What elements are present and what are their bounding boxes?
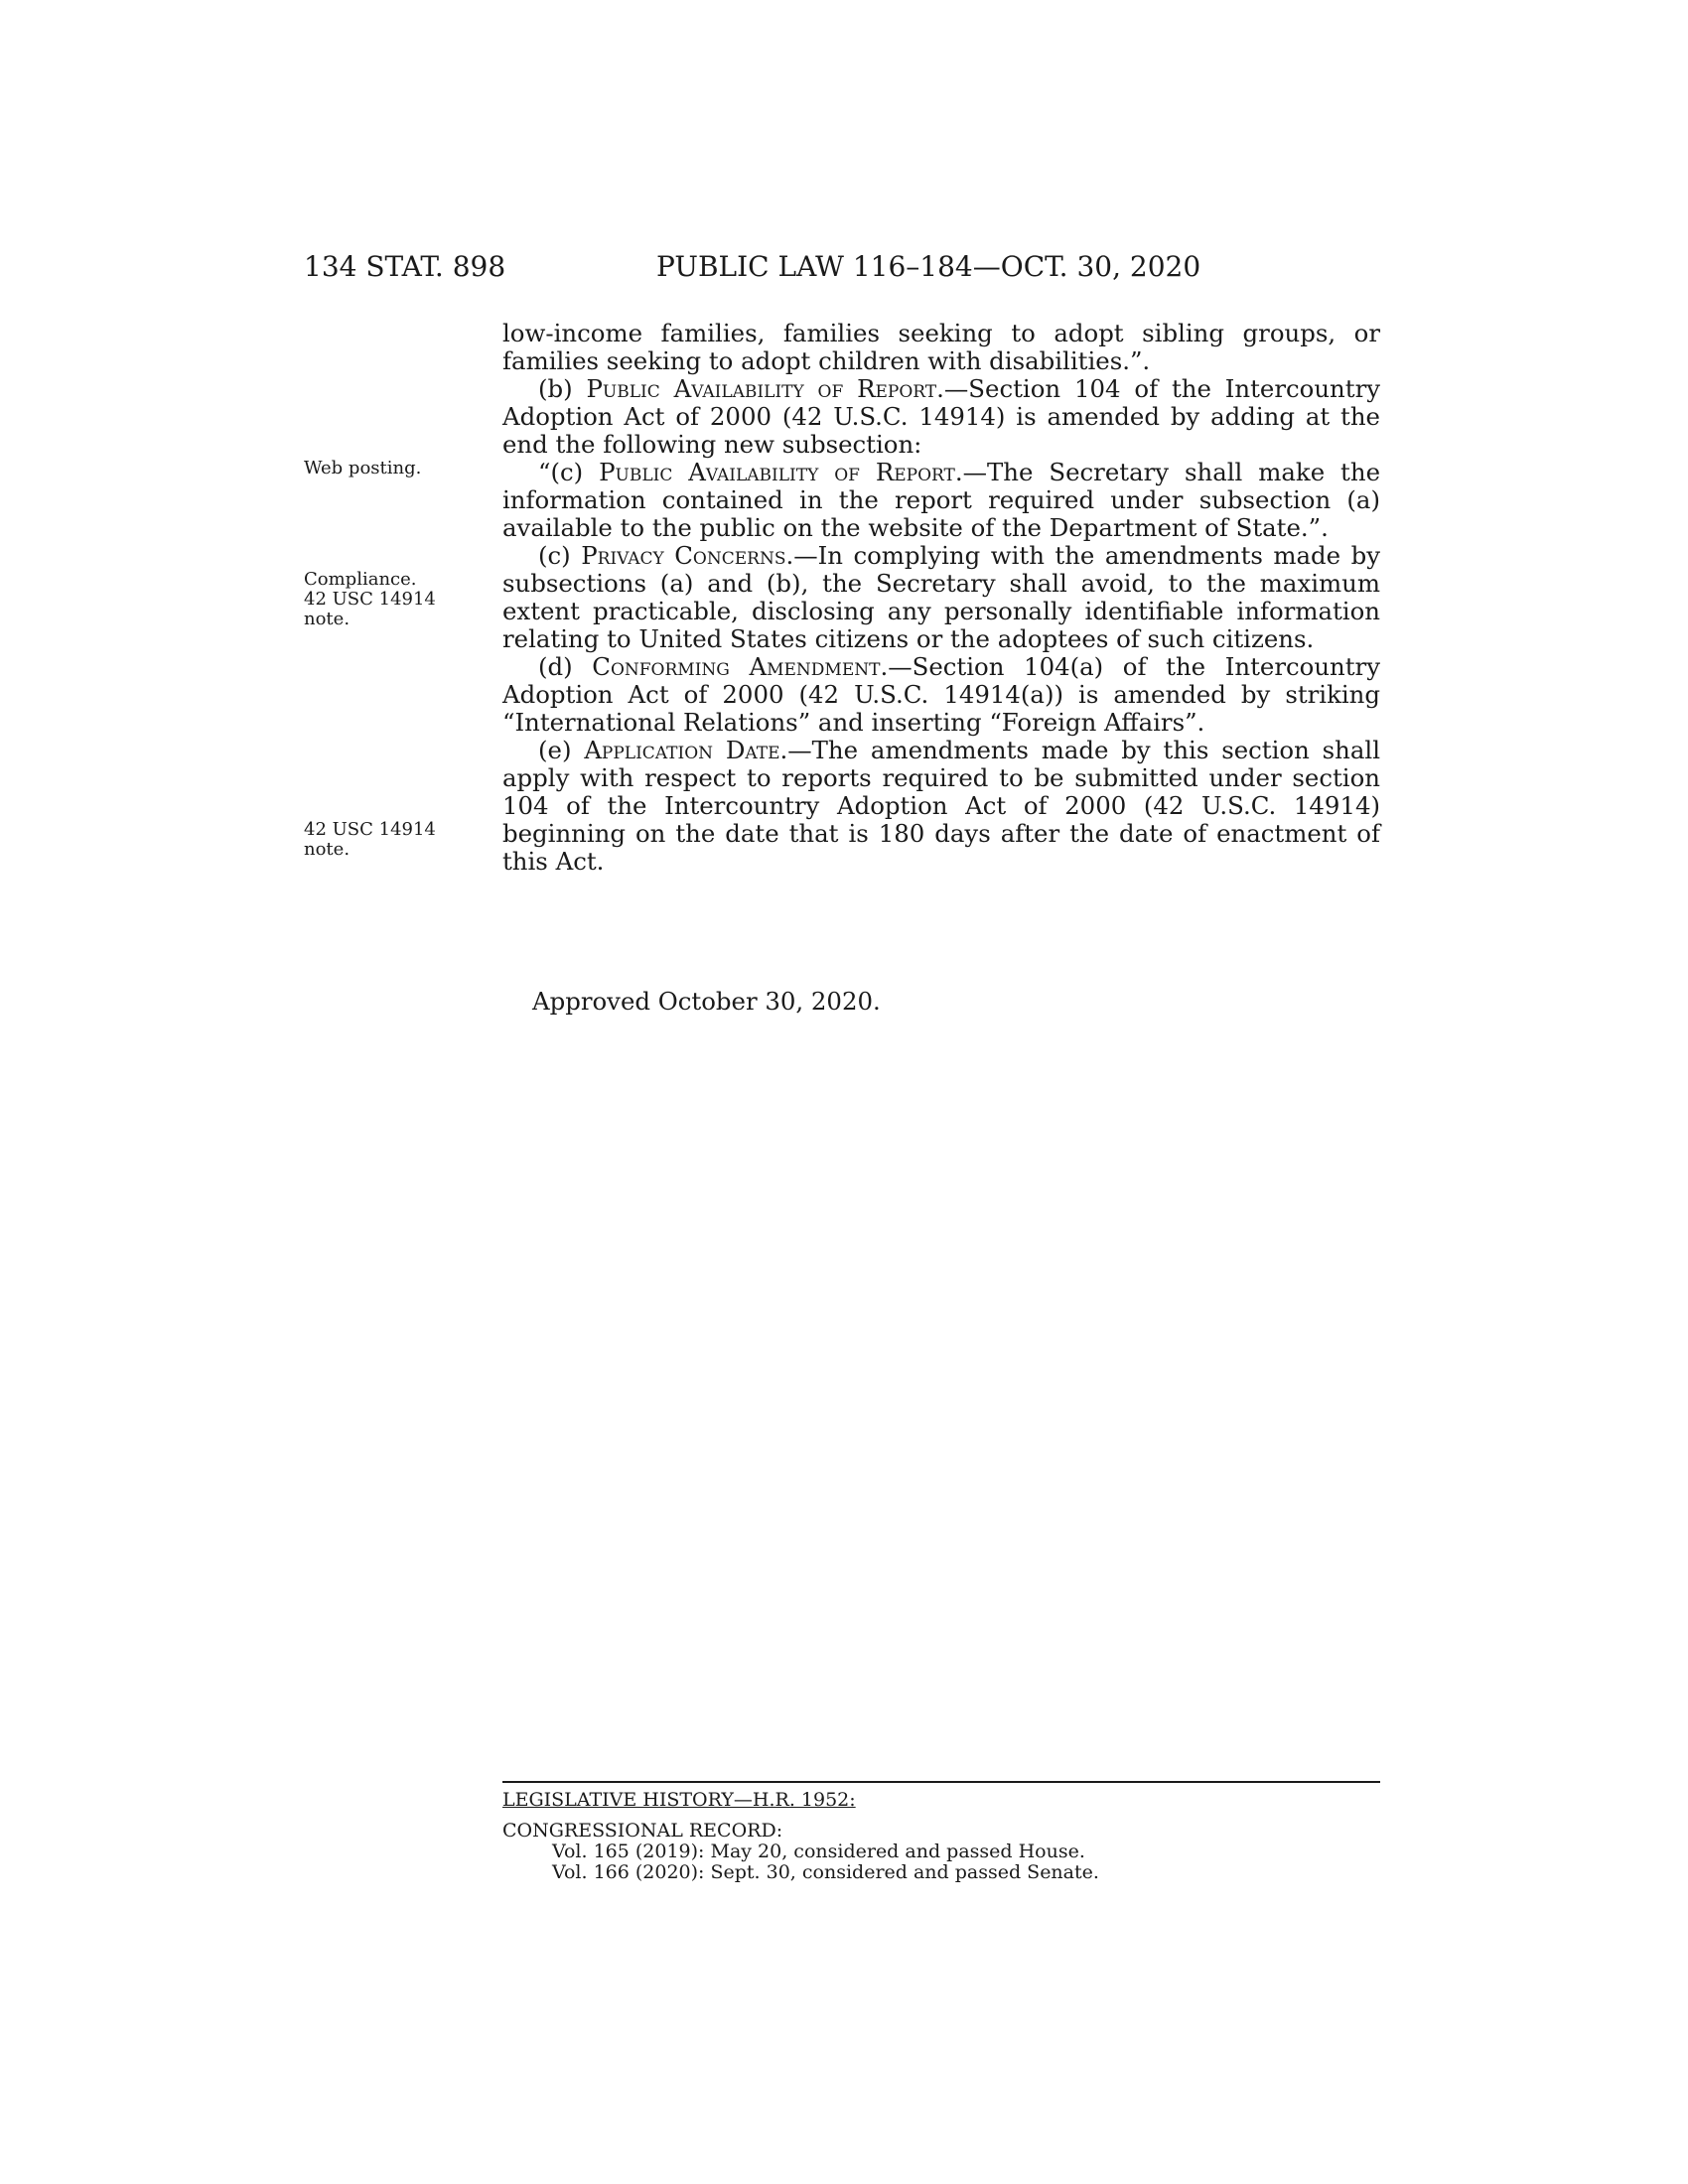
subsection-e (502, 737, 1380, 876)
margin-note-web-posting (304, 459, 421, 478)
subsection-heading: Public Availability of Report (586, 374, 937, 403)
record-volume-165: Vol. 165 (2019): May 20, considered and passed House. (552, 1841, 1085, 1862)
subsection-text: .—The amendments made by this section shall apply with respect to reports required to be submitted under section 104 of the Intercountry Adoption Act of 2000 (42 U.S.C. 14914) beginning on the date that is 180 days after the date of enactment of this Act. (502, 736, 1380, 876)
subsection-text: .—Section 104 of the Intercountry Adoption Act of 2000 (42 U.S.C. 14914) is amended by adding at the end the following new subsection: (502, 374, 1381, 459)
subsection-c (502, 542, 1380, 653)
margin-note-line: 42 USC 14914 (304, 819, 436, 840)
approval-date: Approved October 30, 2020. (532, 987, 881, 1016)
subsection-label: (e) (538, 736, 585, 764)
statute-body (502, 320, 1380, 876)
margin-note-line: Compliance. (304, 569, 417, 590)
subsection-label: (c) (538, 541, 582, 570)
congressional-record-label: CONGRESSIONAL RECORD: (502, 1820, 783, 1842)
subsection-text: .—Section 104(a) of the Intercountry Adoption Act of 2000 (42 U.S.C. 14914(a)) is amended by striking “International Relations” and inserting “Foreign Affairs”. (502, 652, 1380, 737)
subsection-label: “(c) (538, 458, 600, 486)
quoted-subsection-c (502, 459, 1380, 542)
subsection-b (502, 375, 1380, 459)
margin-note-line: note. (304, 839, 351, 860)
subsection-heading: Privacy Concerns (581, 541, 786, 570)
page-header (304, 250, 1380, 290)
legislative-history-footer (502, 1781, 1380, 1883)
margin-note-compliance (304, 570, 436, 629)
subsection-heading: Application Date (584, 736, 780, 764)
footer-rule (502, 1781, 1380, 1783)
public-law-title: PUBLIC LAW 116–184—OCT. 30, 2020 (656, 250, 1201, 283)
subsection-text: .—The Secretary shall make the information contained in the report required under subsection (a) available to the public on the website of the Department of State.”. (502, 458, 1380, 542)
margin-note-line: note. (304, 609, 351, 629)
stat-page-number: 134 STAT. 898 (304, 250, 506, 283)
margin-note-line: Web posting. (304, 458, 422, 478)
subsection-heading: Public Availability of Report (599, 458, 955, 486)
paragraph-continuation: low-income families, families seeking to adopt sibling groups, or families seeking to adopt children with disabilities.”. (502, 319, 1380, 375)
subsection-heading: Conforming Amendment (592, 652, 881, 681)
margin-note-application-date (304, 820, 436, 860)
subsection-label: (b) (538, 374, 587, 403)
subsection-label: (d) (538, 652, 593, 681)
margin-note-line: 42 USC 14914 (304, 589, 436, 610)
subsection-d (502, 653, 1380, 737)
record-volume-166: Vol. 166 (2020): Sept. 30, considered and passed Senate. (552, 1861, 1099, 1883)
subsection-text: .—In complying with the amendments made by subsections (a) and (b), the Secretary shall avoid, to the maximum extent practicable, disclosing any personally identifiable information relating to United States citizens or the adoptees of such citizens. (502, 541, 1380, 653)
legislative-history-title: LEGISLATIVE HISTORY—H.R. 1952: (502, 1789, 856, 1811)
